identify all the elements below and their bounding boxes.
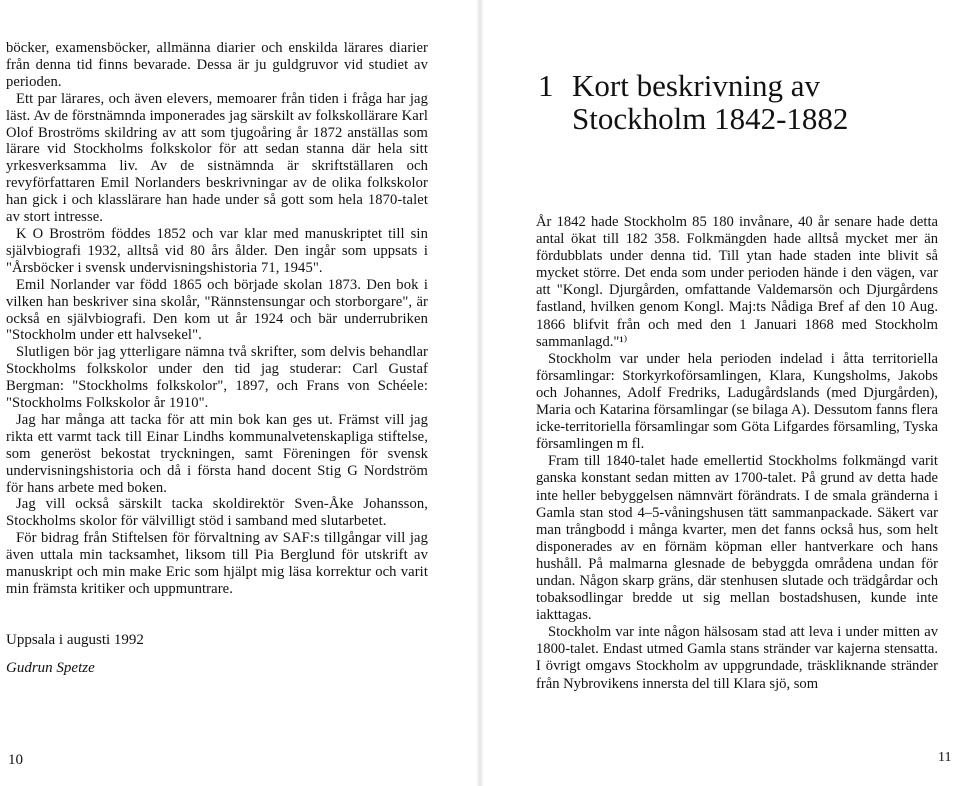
signature-place-date: Uppsala i augusti 1992 [6, 632, 144, 648]
paragraph: År 1842 hade Stockholm 85 180 invånare, 40 år senare hade detta antal ökat till 182 358. Folkmängden hade alltså mycket mer än fördubblats under denna tid. Till ytan hade staden inte blivit så mycket större. Det enda som under perioden hände i den vägen, var att "Kongl. Djurgården, omfattande Valdemarsön och Djurgårdens fastland, hvilken genom Kongl. Maj:ts Nådiga Bref af den 10 Aug. 1866 blifvit från och med den 1 Januari 1868 med Stockholm sammanlagd."¹⁾ [536, 214, 938, 350]
chapter-title-line1: Kort beskrivning av [572, 67, 820, 103]
paragraph: Slutligen bör jag ytterligare nämna två skrifter, som delvis behandlar Stockholms folkskolor under den tid jag studerar: Carl Gustaf Bergman: "Stockholms folkskolor", 1897, och Frans von Schéele: "Stockholms Folkskolor år 1910". [6, 344, 428, 412]
left-page-body [6, 40, 428, 598]
paragraph: böcker, examensböcker, allmänna diarier och enskilda lärares diarier från denna tid finns bevarade. Dessa är ju guldgruvor vid studiet av perioden. [6, 40, 428, 90]
paragraph: Fram till 1840-talet hade emellertid Stockholms folkmängd varit ganska konstant sedan mitten av 1700-talet. På grund av detta hade inte heller bebyggelsen nämnvärt förändrats. I de smala gränderna i Gamla stan stod 4–5-våningshusen tätt sammanpackade. Säkert var man trångbodd i många kvarter, men det fanns också hus, som helt disponerades av en förnäm köpman eller hantverkare och hans hushåll. På malmarna glesnade de bebyggda områdena undan för undan. Någon skarp gräns, där stenhusen slutade och trädgårdar och tobaksodlingar bredde ut sig mellan bostadshusen, kunde inte iakttagas. [536, 453, 938, 624]
paragraph: Emil Norlander var född 1865 och började skolan 1873. Den bok i vilken han beskriver sina skolår, "Rännstensungar och storborgare", är också en självbiografi. Den kom ut år 1924 och bär underrubriken "Stockholm under ett halvsekel". [6, 276, 428, 344]
paragraph: Jag vill också särskilt tacka skoldirektör Sven-Åke Johansson, Stockholms skolor för välvilligt stöd i samband med slutarbetet. [6, 496, 428, 530]
page-number-left: 10 [8, 752, 23, 768]
paragraph: K O Broström föddes 1852 och var klar med manuskriptet till sin självbiografi 1932, alltså vid 80 års ålder. Den ingår som uppsats i "Årsböcker i svensk undervisningshistoria 71, 1945". [6, 225, 428, 276]
page-number-right: 11 [938, 750, 952, 765]
paragraph: Stockholm var inte någon hälsosam stad att leva i under mitten av 1800-talet. Endast utmed Gamla stans stränder var kajerna stensatta. I övrigt omgavs Stockholm av uppgrundade, träskliknande stränder från Nybrovikens innersta del till Klara sjö, som [536, 624, 938, 692]
left-page [0, 0, 478, 786]
right-page-body [536, 214, 938, 693]
signature-name: Gudrun Spetze [6, 660, 95, 676]
paragraph: För bidrag från Stiftelsen för förvaltning av SAF:s tillgångar vill jag även uttala min tacksamhet, liksom till Pia Berglund för utskrift av manuskript och min make Eric som hjälpt mig läsa korrektur och varit min främsta kritiker och uppmuntrare. [6, 530, 428, 597]
paragraph: Jag har många att tacka för att min bok kan ges ut. Främst vill jag rikta ett varmt tack till Einar Lindhs kommunalvetenskapliga stiftelse, som generöst bekostat tryckningen, samt Föreningen för svensk undervisningshistoria och då i första hand docent Stig G Nordström för hans arbete med boken. [6, 411, 428, 496]
paragraph: Ett par lärares, och även elevers, memoarer från tiden i fråga har jag läst. Av de förstnämnda imponerades jag särskilt av folkskollärare Karl Olof Broströms skildring av att som tjugoåring år 1872 anställas som lärare vid Stockholms folkskolor för att sedan stanna där hela sitt yrkesverksamma liv. Av de sistnämnda är skriftställaren och revyförfattaren Emil Norlanders beskrivningar av de olika folkskolor han gick i och klasslärare han hade under så gott som hela 1870-talet av stort intresse. [6, 90, 428, 226]
paragraph: Stockholm var under hela perioden indelad i åtta territoriella församlingar: Storkyrkoförsamlingen, Klara, Kungsholms, Jakobs och Johannes, Adolf Fredriks, Ladugårdslands (med Djurgården), Maria och Katarina församlingar (se bilaga A). Dessutom fanns flera icke-territoriella församlingar som Göta Lifgardes församling, Tyska församlingen m fl. [536, 350, 938, 453]
right-page [482, 0, 960, 786]
chapter-title [538, 69, 938, 135]
chapter-number: 1 [538, 67, 554, 103]
chapter-title-line2: Stockholm 1842-1882 [572, 100, 849, 136]
